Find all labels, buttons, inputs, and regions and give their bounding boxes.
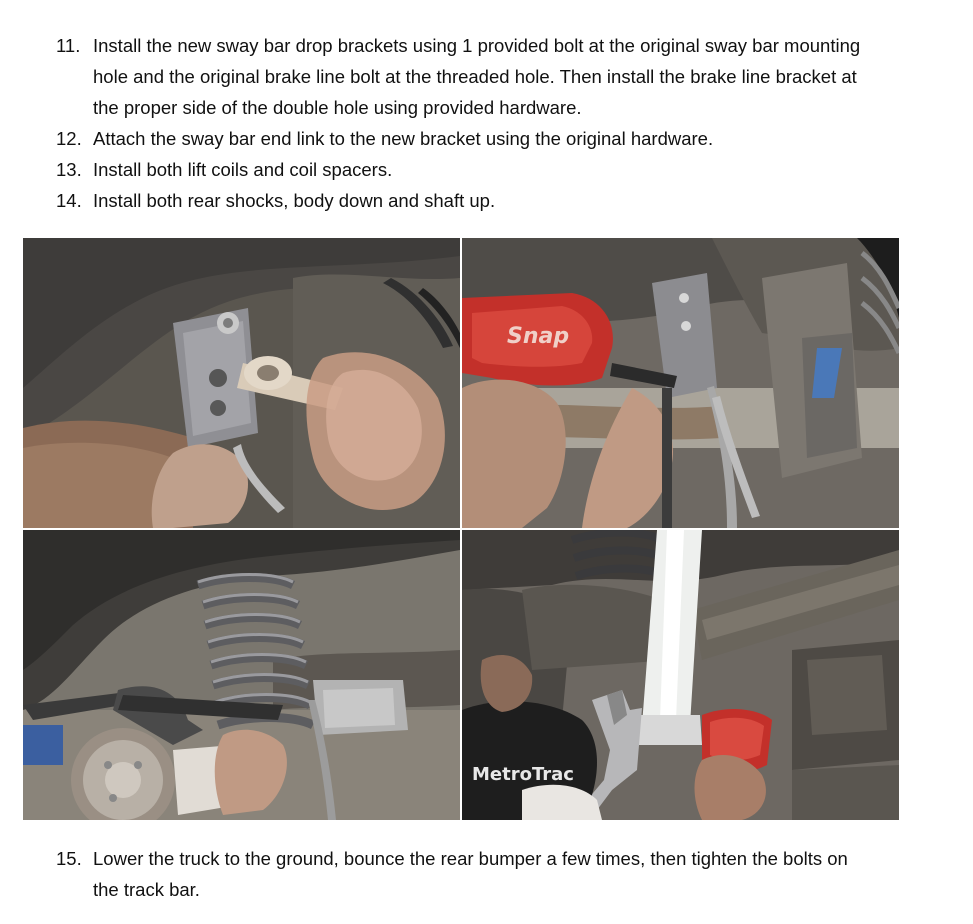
impact-wrench-image — [462, 238, 899, 528]
coil-spring-image — [23, 530, 460, 820]
step-line: Install the new sway bar drop brackets using 1 provided bolt at the original sway bar mounting — [93, 35, 861, 56]
step-line: Install both lift coils and coil spacers. — [93, 159, 393, 180]
photo-coil-spring — [23, 530, 460, 820]
step-line: hole and the original brake line bolt at the threaded hole. Then install the brake line bracket at — [93, 66, 857, 87]
step-line: Attach the sway bar end link to the new bracket using the original hardware. — [93, 128, 714, 149]
step-line: Lower the truck to the ground, bounce the rear bumper a few times, then tighten the bolts on — [93, 848, 848, 869]
step-number: 15. — [56, 848, 82, 869]
step-number: 12. — [56, 128, 82, 149]
sway-bar-bracket-image — [23, 238, 460, 528]
step-15 — [56, 843, 956, 905]
step-12 — [56, 123, 956, 154]
step-11 — [56, 30, 956, 123]
step-13 — [56, 154, 956, 185]
wrench-logo: Snap — [507, 324, 570, 349]
step-14 — [56, 185, 956, 216]
step-number: 14. — [56, 190, 82, 211]
step-line: the track bar. — [93, 879, 200, 900]
step-line: Install both rear shocks, body down and shaft up. — [93, 190, 496, 211]
step-number: 11. — [56, 35, 81, 56]
step-line: the proper side of the double hole using provided hardware. — [93, 97, 582, 118]
step-number: 13. — [56, 159, 82, 180]
photo-impact-wrench — [462, 238, 899, 528]
photo-grid — [23, 238, 899, 820]
shock-install-image — [462, 530, 899, 820]
photo-sway-bar-bracket — [23, 238, 460, 528]
photo-shock-install — [462, 530, 899, 820]
shirt-logo: MetroTrac — [472, 764, 574, 785]
